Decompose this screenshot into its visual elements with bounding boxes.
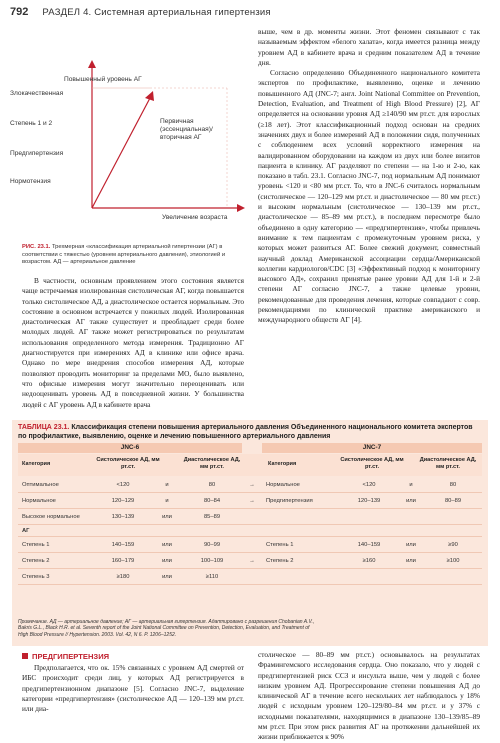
table-cell xyxy=(262,569,340,585)
table-title-text: Классификация степени повышения артериального давления Объединенного национального комитета экспертов по профилактике, выявлению, оценке и лечению повышенного артериального давления xyxy=(18,424,473,440)
page-header xyxy=(0,0,500,24)
paragraph: Предполагается, что ок. 15% связанных с уровнем АД смертей от ИБС происходит среди лиц, у которых АД регистрируется в предгипертензионном диапазоне [5]. Согласно JNC-7, выделение категории «предгипертензия» (систолическое АД — 120–139 мм рт.ст. или диа- xyxy=(22,663,244,714)
table-cell xyxy=(340,509,398,525)
age-axis-arrow xyxy=(237,204,245,212)
table-cell xyxy=(94,525,152,537)
table-grid xyxy=(18,477,482,585)
table-cell: Высокое нормальное xyxy=(18,509,94,525)
label-top: Повышенный уровень АГ xyxy=(64,76,142,83)
table-cell: ≥100 xyxy=(424,553,482,569)
left-column xyxy=(22,276,244,410)
table-cell: АГ xyxy=(18,525,94,537)
table-cell: Нормальное xyxy=(18,493,94,509)
header-diastolic-jnc6: Диастолическое АД, мм рт.ст. xyxy=(183,457,241,470)
table-cell xyxy=(340,569,398,585)
label-prehyp: Предгипертензия xyxy=(10,150,64,157)
table-cell: 90–99 xyxy=(182,537,242,553)
table-cell xyxy=(242,569,262,585)
table-column-headers xyxy=(18,454,482,476)
table-cell: Степень 1 xyxy=(18,537,94,553)
table-cell: 80–89 xyxy=(424,493,482,509)
label-malignant: Злокачественная xyxy=(10,90,64,97)
table-row xyxy=(18,525,482,537)
paragraph: В частности, основным проявлением этого состояния является чаще встречаемая изолированная систолическая АГ, когда повышается только систолическое АД, а диастолическое остается нормальным. Это состояние в основном встречается у пожилых людей. Изолированная диастолическая АГ также существует и преобладает среди более молодых людей. АГ также может регистрироваться по результатам использования определенного метода измерения. Традиционно АГ диагностируется при измерениях АД в клинике или офисе врача. Однако по мере внедрения способов измерения АД, которые позволяют проводить мониторинг за пределами МО, было выявлено, что офисные измерения могут значительно переоценивать или недооценивать уровень АД в повседневной жизни. У большинства людей с АГ уровень АД в кабинете врача xyxy=(22,276,244,409)
table-cell xyxy=(398,509,424,525)
table-cell xyxy=(424,509,482,525)
label-normo: Нормотензия xyxy=(10,178,51,185)
table-cell: Предгипертензия xyxy=(262,493,340,509)
etiology-axis-arrow xyxy=(145,91,154,101)
label-primary: Первичная (эссенциальная)/ вторичная АГ xyxy=(160,118,213,141)
lower-left-text xyxy=(22,663,244,714)
table-cell: ≥160 xyxy=(340,553,398,569)
table-cell: 80–84 xyxy=(182,493,242,509)
table-cell: → xyxy=(242,493,262,509)
table-cell: <120 xyxy=(94,477,152,493)
table-cell: 85–89 xyxy=(182,509,242,525)
table-cell: 120–129 xyxy=(94,493,152,509)
table-cell: и xyxy=(152,493,182,509)
table-cell: Степень 2 xyxy=(18,553,94,569)
figure-caption xyxy=(22,244,244,267)
table-cell xyxy=(340,525,398,537)
table-cell xyxy=(424,569,482,585)
table-cell: и xyxy=(152,477,182,493)
table-cell xyxy=(242,509,262,525)
table-row xyxy=(18,493,482,509)
table-cell: 80 xyxy=(182,477,242,493)
table-cell: или xyxy=(152,537,182,553)
table-cell xyxy=(398,569,424,585)
table-row xyxy=(18,569,482,585)
table-cell: Степень 2 xyxy=(262,553,340,569)
running-title: РАЗДЕЛ 4. Системная артериальная гипертензия xyxy=(42,6,271,18)
table-row xyxy=(18,537,482,553)
table-cell: или xyxy=(398,493,424,509)
severity-axis-arrow xyxy=(88,60,96,68)
lower-right-text xyxy=(258,650,480,743)
table-cell: 120–139 xyxy=(340,493,398,509)
table-cell xyxy=(262,509,340,525)
table-title xyxy=(18,423,482,441)
table-cell: или xyxy=(398,553,424,569)
table-cell: 80 xyxy=(424,477,482,493)
table-cell: 140–159 xyxy=(340,537,398,553)
figure-23-1 xyxy=(10,58,247,243)
table-cell: или xyxy=(152,509,182,525)
table-cell: → xyxy=(242,477,262,493)
table-cell: или xyxy=(152,553,182,569)
table-cell xyxy=(242,537,262,553)
table-cell: или xyxy=(152,569,182,585)
table-cell xyxy=(152,525,182,537)
label-age: Увеличение возраста xyxy=(162,214,228,221)
table-cell: Степень 1 xyxy=(262,537,340,553)
table-23-1 xyxy=(12,420,488,646)
header-diastolic-jnc7: Диастолическое АД, мм рт.ст. xyxy=(419,457,477,470)
section-title: ПРЕДГИПЕРТЕНЗИЯ xyxy=(32,652,110,661)
table-cell: Степень 3 xyxy=(18,569,94,585)
table-cell: ≥90 xyxy=(424,537,482,553)
table-cell xyxy=(398,525,424,537)
table-cell: Нормальное xyxy=(262,477,340,493)
table-cell: 140–159 xyxy=(94,537,152,553)
table-cell: 130–139 xyxy=(94,509,152,525)
header-category-jnc7: Категория xyxy=(268,461,297,467)
label-stage: Степень 1 и 2 xyxy=(10,120,53,127)
group-jnc7: JNC-7 xyxy=(262,443,482,453)
table-group-headers xyxy=(18,443,482,453)
paragraph: столическое — 80–89 мм рт.ст.) основывалось на результатах Фрамингемского исследования сердца. Оно показало, что у людей с предгипертензией риск ССЗ и инсульта выше, чем у людей с более низким уровнем АД. Прогрессирование степени повышения АД до клинической АГ в течение всего нескольких лет наблюдалось у 18% людей с исходным уровнем 120–129/80–84 мм рт.ст. и у 37% с исходными показателями, находящимися в диапазоне 130–139/85–89 мм рт.ст. При этом риск развития АГ на протяжении дальнейшей их жизни приближается к 90% xyxy=(258,650,480,742)
header-systolic-jnc6: Систолическое АД, мм рт.ст. xyxy=(96,457,160,470)
caption-tag: РИС. 23.1. xyxy=(22,244,51,250)
etiology-axis xyxy=(92,98,150,208)
section-prehypertension xyxy=(22,652,244,714)
table-cell: ≥180 xyxy=(94,569,152,585)
section-marker-icon xyxy=(22,653,28,659)
group-jnc6: JNC-6 xyxy=(18,443,242,453)
table-cell: 160–179 xyxy=(94,553,152,569)
table-cell: или xyxy=(398,537,424,553)
header-category-jnc6: Категория xyxy=(22,461,51,467)
table-row xyxy=(18,553,482,569)
table-tag: ТАБЛИЦА 23.1. xyxy=(18,424,70,431)
paragraph: Согласно определению Объединенного национального комитета экспертов по профилактике, выявлению, оценке и лечению повышенного АД (JNC-7; англ. Joint National Committee on Prevention, Detection, Evaluation, and Treatment of High Blood Pressure) [2], АГ определяется на основании уровня АД ≥140/90 мм рт.ст. для взрослых (≥18 лет). Этот классификационный подход основан на средних значениях двух и более измерений АД в положении сидя, полученных с соблюдением всех условий корректного измерения на валидированном оборудовании на каждом из двух или более визитов пациента в клинику. АГ разделяют по степени — на 1-ю и 2-ю, как показано в табл. 23.1. Согласно JNC-7, под нормальным АД понимают уровень <120 и <80 мм рт.ст. То, что в JNC-6 считалось нормальным (систолическое — 120–129 мм рт.ст. и диастолическое — 80 мм рт.ст.) и высоким нормальным (систолическое — 130–139 мм рт.ст., диастолическое — 85–89 мм рт.ст.), в последнем пересмотре было объединено в одну категорию — «предгипертензия», чтобы привлечь внимание к тем пациентам с промежуточным уровнем риска, у которых может развиться АГ. Более свежий документ, совместный научный доклад Американской ассоциации сердца/Американской коллегии кардиологов/CDC [3] «Эффективный подход к мониторингу высокого АД», сохранил принятые ранее уровни АД для 1-й и 2-й степени АГ согласно JNC-7, а также целевые уровни, рекомендованные для проведения лечения, которые совпадают с совр. рекомендациями по клинической практике американского и международного обществ АГ [4]. xyxy=(258,68,480,325)
table-cell xyxy=(242,525,262,537)
table-cell: ≥110 xyxy=(182,569,242,585)
table-cell xyxy=(262,525,340,537)
page-number: 792 xyxy=(10,6,29,18)
table-cell xyxy=(182,525,242,537)
table-row xyxy=(18,509,482,525)
header-systolic-jnc7: Систолическое АД, мм рт.ст. xyxy=(340,457,404,470)
table-cell: → xyxy=(242,553,262,569)
section-heading xyxy=(22,652,244,661)
table-cell: и xyxy=(398,477,424,493)
table-cell: Оптимальное xyxy=(18,477,94,493)
caption-text: Трехмерная «классификация артериальной гипертензии (АГ) в соответствии с тяжестью (уровнем артериального давления), этиологией и возрастом. АД — артериальное давление xyxy=(22,244,226,266)
table-cell: <120 xyxy=(340,477,398,493)
table-notes: Примечание. АД — артериальное давление; АГ — артериальная гипертензия. Адаптировано с разрешения Chobanian A.V., Bakris G.L., Black H.R. et al. Seventh report of the Joint National Committee on Prevention, Detection, Evaluation, and Treatment of High Blood Pressure // Hypertension. 2003. Vol. 42, N 6. P. 1206–1252. xyxy=(18,619,315,638)
table-cell: 100–109 xyxy=(182,553,242,569)
right-column xyxy=(258,27,480,326)
table-cell xyxy=(424,525,482,537)
table-row xyxy=(18,477,482,493)
paragraph: выше, чем в др. моменты жизни. Этот феномен связывают с так называемым эффектом «белого халата», когда имеется разница между уровнем АД в кабинете врача и средним показателем АД в течение дня. xyxy=(258,27,480,67)
